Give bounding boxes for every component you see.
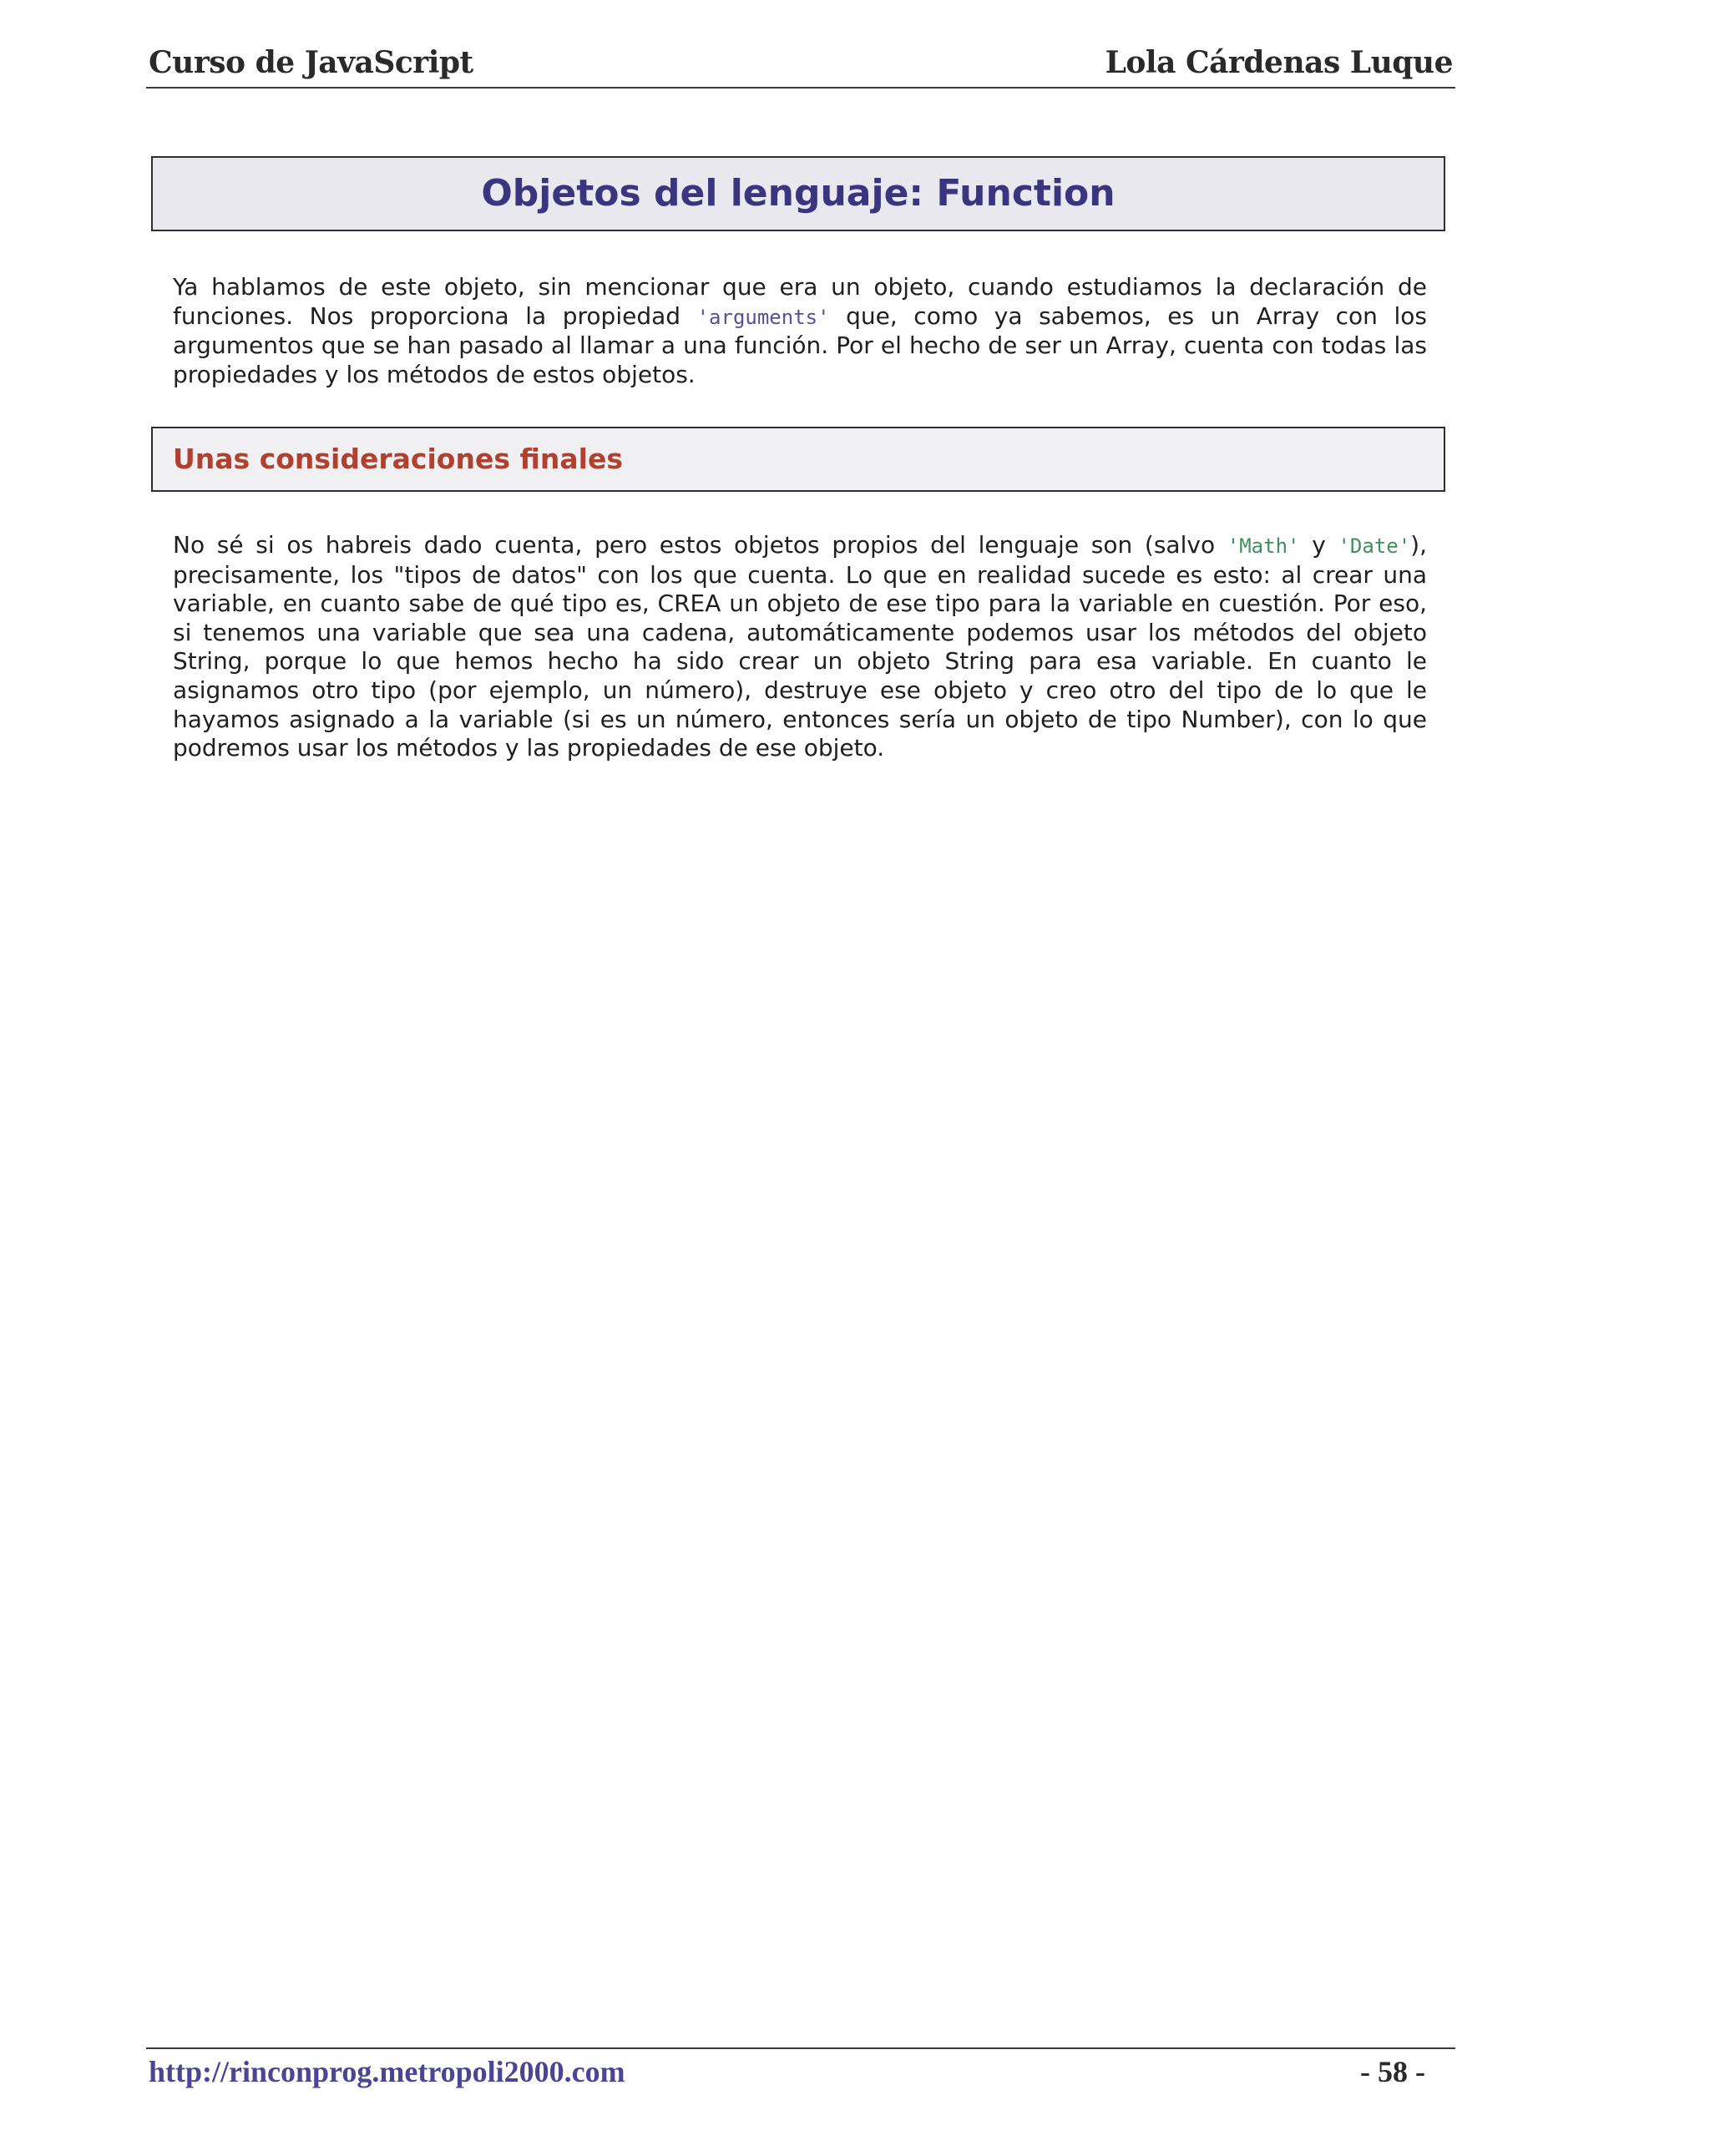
page-header (146, 42, 1455, 89)
final-paragraph (173, 531, 1427, 763)
intro-text-end: que, como ya sabemos, es un Array con los argumentos que se han pasado al llamar a una función. Por el hecho de ser un Array, cuenta con todas las propiedades y los métodos de estos objetos. (173, 301, 1427, 388)
final-text-start: No sé si os habreis dado cuenta, pero estos objetos propios del lenguaje son (salvo (173, 531, 1227, 559)
arguments-code: 'arguments' (696, 305, 830, 329)
final-text-between: y (1299, 531, 1338, 559)
page-footer (146, 2047, 1455, 2099)
intro-paragraph (173, 273, 1427, 389)
website-link[interactable]: http://rinconprog.metropoli2000.com (149, 2055, 625, 2088)
course-title: Curso de JavaScript (149, 45, 473, 80)
subsection-title: Unas consideraciones finales (173, 443, 624, 475)
section-title: Objetos del lenguaje: Function (481, 172, 1116, 215)
section-title-box (151, 156, 1445, 231)
subsection-title-box (151, 427, 1445, 492)
math-code: 'Math' (1227, 534, 1300, 558)
page-number: - 58 - (1360, 2055, 1425, 2088)
intro-text-start: Ya hablamos de este objeto, sin mencionar que era un objeto, cuando estudiamos la declaración de funciones. Nos proporciona la propiedad (173, 273, 1427, 330)
final-text-end: ), precisamente, los "tipos de datos" con los que cuenta. Lo que en realidad sucede es esto: al crear una variable, en cuanto sabe de qué tipo es, CREA un objeto de ese tipo para la variable en cuestión. Por eso, si tenemos una variable que sea una cadena, automáticamente podemos usar los métodos del objeto String, porque lo que hemos hecho ha sido crear un objeto String para esa variable. En cuanto le asignamos otro tipo (por ejemplo, un número), destruye ese objeto y creo otro del tipo de lo que le hayamos asignado a la variable (si es un número, entonces sería un objeto de tipo Number), con lo que podremos usar los métodos y las propiedades de ese objeto. (173, 531, 1427, 762)
author-name: Lola Cárdenas Luque (1105, 45, 1453, 80)
date-code: 'Date' (1338, 534, 1411, 558)
